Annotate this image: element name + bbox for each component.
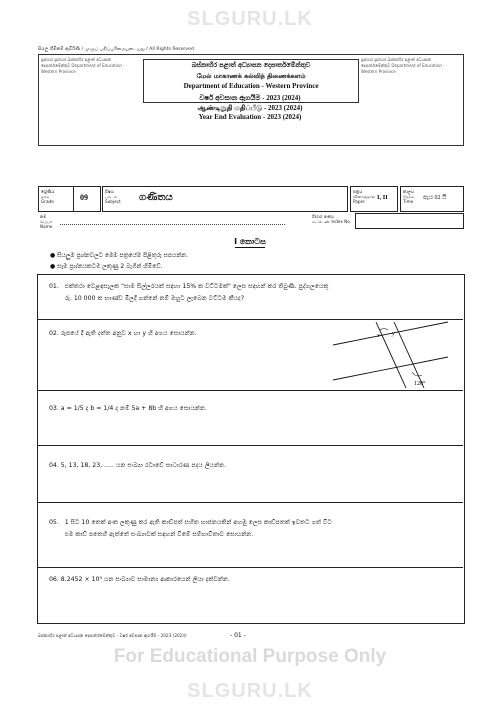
index-label: විභාග අංකය சுட்டெண் Index No. (312, 214, 352, 224)
fineprint-right: ප්‍රස්ථාර ප්‍රස්ථාර බස්නාහිර පළාත් අධ්‍යාපන දෙපාර්තමේන්තුව Department of Education - Western Province (361, 57, 445, 74)
instruction-1: ● සියලුම ප්‍රශ්නවලට මෙම පත්‍රයේම පිළිතුරු සපයන්න. (50, 252, 188, 259)
index-box[interactable] (355, 213, 464, 229)
name-label: නම பெயர் Name (40, 214, 53, 229)
question-1-text: 01. එක්තරා වෙළඳසැලක "සාම සිල්ලරයක් සඳහා 15% ක වට්ටමක්" ලෙස සඳහන් කර තිබුණි. පුද්ගලයෙකු රු. 10 000 ක භාණ්ඩ මිලදී ගන්නේ නම් ඔහුට ලැබෙන වට්ටම කීයද? (49, 283, 329, 302)
question-1 (38, 275, 463, 320)
angle-label-120: 120° (414, 381, 426, 387)
question-3 (38, 391, 463, 446)
time-value: පැය 02 යි (423, 195, 447, 201)
exam-title (130, 94, 370, 123)
paper-value: I, II (377, 194, 388, 201)
rights-reserved: සියලු හිමිකම් ඇවිරිණි / முழுப் பதிப்புரிமையுடையது / All Rights Reserved (38, 47, 194, 52)
exam-title-en: Year End Evaluation - 2023 (2024) (198, 113, 302, 121)
footer-text: බස්නාහිර පළාත් අධ්‍යාපන දෙපාර්තමේන්තුව - වර්ෂ අවසාන ඇගයීම - 2023 (2024) (38, 633, 187, 638)
department-si: බස්නාහිර පළාත් අධ්‍යාපන දෙපාර්තමේන්තුව (191, 61, 311, 69)
part-title-underline (235, 247, 265, 248)
question-2 (38, 320, 463, 391)
page-number: - 01 - (230, 632, 246, 639)
question-2-text: 02. රූපයේ දී ඇති දත්ත අනුව x හා y හි අගය සොයන්න. (49, 330, 197, 337)
exam-title-si: වර්ෂ අවසාන ඇගයීම - 2023 (2024) (199, 94, 301, 102)
grade-value-box (73, 186, 101, 212)
fineprint-left: ප්‍රස්ථාර ප්‍රස්ථාර බස්නාහිර පළාත් අධ්‍යාපන දෙපාර්තමේන්තුව Department of Education - Western Province (41, 57, 125, 74)
part-title: I කොටස (234, 237, 266, 246)
grade-label: ශ්‍රේණිය தரம் Grade (41, 189, 55, 204)
watermark-bottom: SLGURU.LK (187, 680, 313, 702)
transversal-line (376, 322, 406, 388)
name-line[interactable] (60, 224, 285, 225)
angle-figure (328, 320, 458, 390)
time-label: කාලය நேரம் Time (403, 189, 415, 204)
parallel-line-bottom (333, 357, 448, 380)
watermark-top: SLGURU.LK (187, 8, 313, 30)
transversal-line-2 (394, 322, 424, 388)
instruction-2: ● සෑම ප්‍රශ්නයකටම ලකුණු 2 බැගින් හිමිවේ. (50, 263, 163, 270)
department-en: Department of Education - Western Province (183, 82, 319, 90)
grade-box (38, 186, 74, 212)
grade-value: 09 (80, 193, 88, 202)
exam-title-ta: ஆண்டிறுதி மதிப்பீடு - 2023 (2024) (197, 103, 303, 112)
question-3-text: 03. a = 1/5 ද b = 1/4 ද නම් 5a + 8b හි අගය සොයන්න. (49, 405, 207, 412)
parallel-line-top (333, 322, 448, 345)
paper-box (350, 186, 398, 212)
subject-value: ගණිතය (139, 192, 173, 203)
watermark-purpose: For Educational Purpose Only (113, 646, 387, 667)
question-5-text: 05. 1 සිට 10 තෙක් අංක ලකුණු කර ඇති කාඩ්පත් සහිත භාජනයකින් අහඹු ලෙස කාඩ්පතක් ඉවතට ගත් විට එම කාඩ් පතෙහි ඇත්තේ සංඛ්‍යාවක් සඳහන් වීමේ සම්භාවිතාව සොයන්න. (49, 519, 332, 538)
subject-label: විෂය பாடம் Subject (105, 189, 121, 204)
time-box (400, 186, 464, 212)
paper-label: පත්‍රය வினாத்தாள் Paper (353, 189, 376, 204)
question-5 (38, 503, 463, 568)
angle-label-x: x (377, 333, 380, 339)
angle-label-y: y (392, 331, 395, 337)
subject-box (102, 186, 348, 212)
question-4 (38, 446, 463, 503)
question-6 (38, 568, 463, 622)
angle-arc-x (380, 329, 388, 331)
question-6-text: 06. 8.2452 × 10³ යන සංඛ්‍යාව සාමාන්‍ය ආකාරයෙන් ලියා දක්වන්න. (49, 576, 230, 583)
question-4-text: 04. 5, 13, 18, 23, ..... යන සංඛ්‍යා රටාවේ සාධාරණ පදය ලියන්න. (49, 462, 227, 469)
department-ta: மேல் மாகாணக் கல்வித் திணைக்களம் (196, 71, 306, 80)
